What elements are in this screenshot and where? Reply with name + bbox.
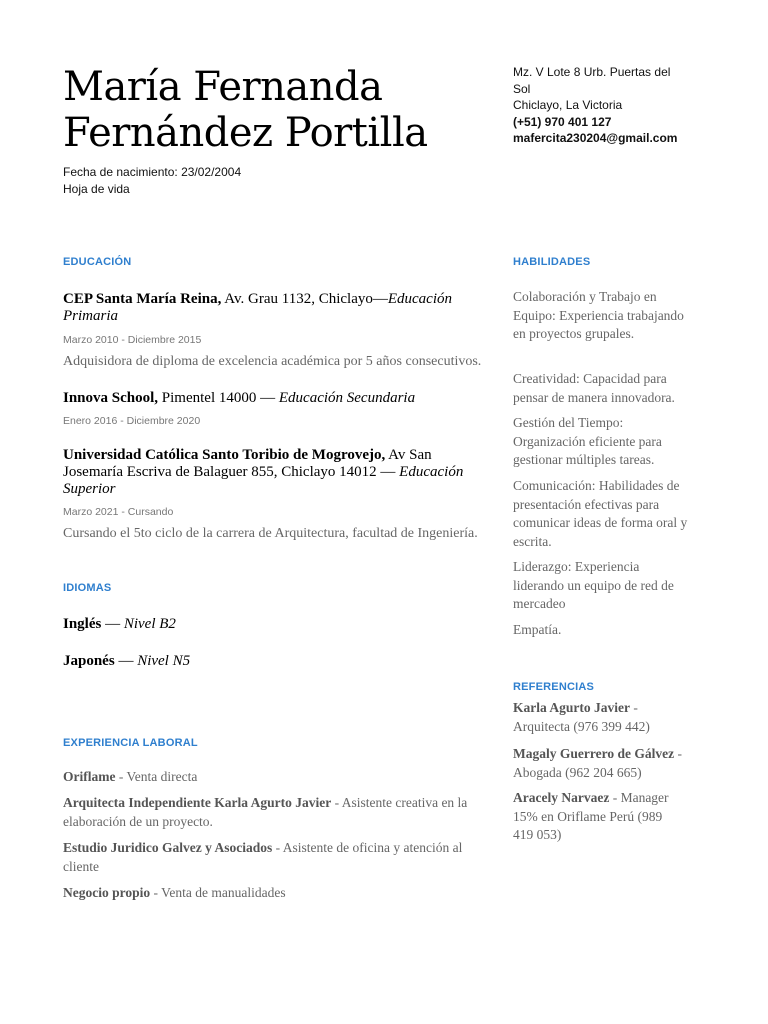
school-name: CEP Santa María Reina, [63, 291, 222, 307]
language-separator: — [114, 653, 138, 669]
job-item [63, 794, 473, 831]
job-role: - Venta directa [115, 769, 198, 784]
language-separator: — [101, 616, 124, 632]
reference-name: Magaly Guerrero de Gálvez [513, 746, 675, 761]
education-date: Marzo 2010 - Diciembre 2015 [63, 334, 202, 346]
language-item [63, 653, 190, 670]
reference-detail: - Manager 15% en Oriflame Perú (989 419 053) [513, 790, 669, 842]
reference-item [513, 699, 683, 736]
address-line-2: Sol [513, 81, 531, 96]
city: Chiclayo, La Victoria [513, 98, 623, 112]
job-item [63, 839, 473, 876]
email: mafercita230204@gmail.com [513, 131, 678, 145]
reference-detail: - Arquitecta (976 399 442) [513, 700, 650, 734]
education-description: Cursando el 5to ciclo de la carrera de Arquitectura, facultad de Ingeniería. [63, 526, 478, 541]
reference-item [513, 745, 683, 782]
full-name [63, 64, 483, 156]
languages-heading: IDIOMAS [63, 582, 112, 594]
school-location: Av. Grau 1132, Chiclayo— [221, 291, 388, 307]
job-organization: Negocio propio [63, 885, 151, 900]
skill-item: Comunicación: Habilidades de presentación efectivas para comunicar ideas de forma oral y escrita. [513, 478, 688, 549]
reference-name: Aracely Narvaez [513, 790, 610, 805]
education-heading: EDUCACIÓN [63, 256, 132, 268]
job-item [63, 884, 473, 903]
birth-date: Fecha de nacimiento: 23/02/2004 [63, 165, 242, 179]
phone: (+51) 970 401 127 [513, 114, 612, 129]
name-line-2: Fernández Portilla [63, 110, 428, 156]
school-location: Av San Josemaría Escriva de Balaguer 855, Chiclayo 14012 — [63, 447, 432, 480]
job-item [63, 768, 473, 787]
school-name: Universidad Católica Santo Toribio de Mogrovejo, [63, 447, 386, 463]
name-line-1: María Fernanda [63, 64, 383, 110]
school-location: Pimentel 14000 — [158, 390, 279, 406]
job-role: - Venta de manualidades [150, 885, 286, 900]
job-role: - Asistente de oficina y atención al cliente [63, 840, 463, 874]
reference-detail: - Abogada (962 204 665) [513, 746, 682, 780]
references-heading: REFERENCIAS [513, 681, 595, 693]
address-line-1: Mz. V Lote 8 Urb. Puertas del [513, 65, 671, 79]
education-level: Educación Primaria [63, 291, 453, 324]
education-entry [63, 291, 483, 371]
education-entry [63, 447, 483, 543]
skill-item: Creatividad: Capacidad para pensar de manera innovadora. [513, 371, 675, 405]
contact-block [513, 64, 693, 147]
education-date: Marzo 2021 - Cursando [63, 506, 174, 518]
education-level: Educación Superior [63, 464, 464, 497]
language-name: Inglés [63, 616, 102, 632]
education-description: Adquisidora de diploma de excelencia académica por 5 años consecutivos. [63, 354, 482, 369]
education-entry-title [63, 291, 483, 325]
job-role: - Asistente creativa en la elaboración de un proyecto. [63, 795, 468, 829]
education-entry [63, 390, 483, 428]
experience-heading: EXPERIENCIA LABORAL [63, 737, 198, 749]
job-organization: Arquitecta Independiente Karla Agurto Javier [63, 795, 332, 810]
education-level: Educación Secundaria [278, 390, 416, 406]
job-organization: Oriflame [63, 769, 116, 784]
education-entry-title [63, 447, 483, 498]
personal-meta [63, 164, 241, 197]
skill-item: Empatía. [513, 622, 562, 637]
reference-name: Karla Agurto Javier [513, 700, 630, 715]
language-level: Nivel B2 [123, 616, 176, 632]
job-organization: Estudio Juridico Galvez y Asociados [63, 840, 273, 855]
reference-item [513, 789, 683, 845]
language-name: Japonés [63, 653, 115, 669]
education-date: Enero 2016 - Diciembre 2020 [63, 415, 201, 427]
language-level: Nivel N5 [137, 653, 191, 669]
skill-item: Liderazgo: Experiencia liderando un equipo de red de mercadeo [513, 559, 674, 611]
skills-heading: HABILIDADES [513, 256, 591, 268]
school-name: Innova School, [63, 390, 159, 406]
language-item [63, 616, 176, 633]
education-entry-title [63, 390, 483, 407]
skill-item: Gestión del Tiempo: Organización eficiente para gestionar múltiples tareas. [513, 415, 662, 467]
document-subtitle: Hoja de vida [63, 181, 130, 196]
skill-item: Colaboración y Trabajo en Equipo: Experiencia trabajando en proyectos grupales. [513, 289, 684, 341]
